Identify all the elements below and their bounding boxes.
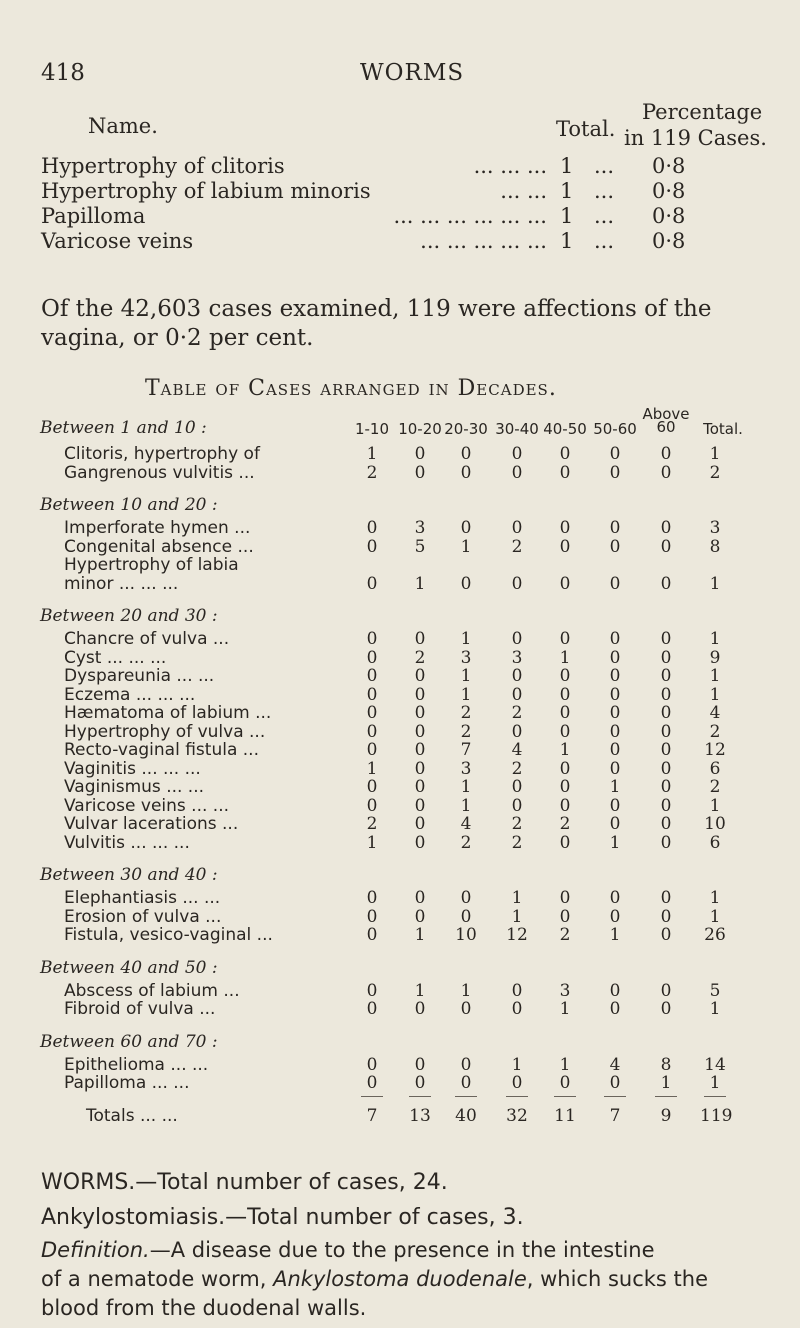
total-value: 7 bbox=[366, 1105, 378, 1126]
row-label: Hypertrophy of labia bbox=[64, 555, 239, 575]
row-label: Papilloma ... ... bbox=[64, 1073, 190, 1093]
running-title: WORMS bbox=[360, 60, 465, 86]
row-label: Dyspareunia ... ... bbox=[64, 666, 215, 686]
cell-value: 0 bbox=[511, 629, 523, 649]
cell-value: 0 bbox=[366, 647, 378, 668]
section-title: Between 60 and 70 : bbox=[40, 1031, 218, 1052]
row-label: Epithelioma ... ... bbox=[64, 1054, 209, 1075]
row-label: Elephantiasis ... ... bbox=[64, 888, 221, 908]
cell-value: 0 bbox=[660, 629, 672, 649]
cell-value: 0 bbox=[660, 980, 672, 1001]
worms-heading: WORMS.—Total number of cases, 24. bbox=[41, 1170, 448, 1195]
total-value: 40 bbox=[455, 1105, 477, 1126]
cell-value: 0 bbox=[366, 1054, 378, 1075]
cell-value: 0 bbox=[414, 1054, 426, 1075]
definition-text-2a: of a nematode worm, bbox=[41, 1267, 274, 1291]
total-rule bbox=[604, 1096, 626, 1097]
definition-term: Definition. bbox=[41, 1238, 150, 1262]
cell-value: 1 bbox=[709, 906, 721, 927]
row-label: Vaginitis ... ... ... bbox=[64, 758, 201, 779]
cell-value: 2 bbox=[366, 462, 378, 483]
total-value: 13 bbox=[409, 1105, 431, 1126]
cell-value: 0 bbox=[511, 666, 523, 686]
cell-value: 0 bbox=[366, 999, 378, 1019]
cell-value: 0 bbox=[660, 832, 672, 853]
total-value: 7 bbox=[609, 1105, 621, 1126]
cell-value: 1 bbox=[460, 666, 472, 686]
top-row-name: Varicose veins bbox=[41, 229, 194, 253]
cell-value: 0 bbox=[660, 740, 672, 760]
cell-value: 0 bbox=[414, 906, 426, 927]
cell-value: 0 bbox=[660, 536, 672, 557]
cell-value: 0 bbox=[366, 888, 378, 908]
cell-value: 0 bbox=[609, 758, 621, 779]
cell-value: 8 bbox=[709, 536, 721, 557]
cell-value: 0 bbox=[660, 666, 672, 686]
cell-value: 1 bbox=[414, 925, 426, 945]
cell-value: 0 bbox=[366, 740, 378, 760]
cell-value: 0 bbox=[559, 518, 571, 538]
cell-value: 5 bbox=[709, 980, 721, 1001]
table-row bbox=[0, 574, 800, 596]
cell-value: 0 bbox=[609, 518, 621, 538]
cell-value: 0 bbox=[414, 1073, 426, 1093]
cell-value: 1 bbox=[414, 573, 426, 594]
cell-value: 0 bbox=[460, 573, 472, 594]
cell-value: 1 bbox=[709, 444, 721, 464]
row-label: Fibroid of vulva ... bbox=[64, 999, 216, 1019]
cell-value: 0 bbox=[559, 888, 571, 908]
cell-value: 0 bbox=[511, 777, 523, 797]
cell-value: 1 bbox=[709, 1073, 721, 1093]
cell-value: 0 bbox=[609, 573, 621, 594]
row-label: Congenital absence ... bbox=[64, 536, 254, 557]
cell-value: 1 bbox=[709, 573, 721, 594]
cell-value: 1 bbox=[709, 629, 721, 649]
cell-value: 1 bbox=[709, 999, 721, 1019]
row-label: minor ... ... ... bbox=[64, 573, 179, 594]
row-label: Eczema ... ... ... bbox=[64, 684, 196, 705]
cell-value: 1 bbox=[366, 832, 378, 853]
col-pct-heading-1: Percentage bbox=[642, 100, 763, 124]
total-rule bbox=[361, 1096, 383, 1097]
cell-value: 2 bbox=[559, 925, 571, 945]
row-label: Fistula, vesico-vaginal ... bbox=[64, 925, 273, 945]
top-row-dots: ... bbox=[594, 204, 615, 228]
col-total: Total. bbox=[703, 420, 743, 438]
total-value: 32 bbox=[506, 1105, 528, 1126]
cell-value: 0 bbox=[511, 462, 523, 483]
cell-value: 0 bbox=[460, 444, 472, 464]
table-row bbox=[0, 999, 800, 1021]
cell-value: 1 bbox=[559, 647, 571, 668]
top-row-total: 1 bbox=[560, 154, 574, 178]
cell-value: 1 bbox=[709, 795, 721, 816]
cell-value: 2 bbox=[511, 832, 523, 853]
cell-value: 2 bbox=[460, 703, 472, 723]
cell-value: 0 bbox=[366, 1073, 378, 1093]
col-pct-heading-2: in 119 Cases. bbox=[624, 126, 767, 150]
cell-value: 0 bbox=[609, 740, 621, 760]
cell-value: 1 bbox=[511, 1054, 523, 1075]
section-title: Between 30 and 40 : bbox=[40, 865, 218, 885]
cell-value: 1 bbox=[660, 1073, 672, 1093]
cell-value: 0 bbox=[660, 647, 672, 668]
cell-value: 4 bbox=[511, 740, 523, 760]
col-10-20: 10-20 bbox=[398, 420, 442, 438]
cell-value: 2 bbox=[709, 777, 721, 797]
cell-value: 0 bbox=[460, 888, 472, 908]
cell-value: 0 bbox=[511, 999, 523, 1019]
cell-value: 0 bbox=[559, 629, 571, 649]
col-40-50: 40-50 bbox=[543, 420, 587, 438]
cell-value: 0 bbox=[511, 684, 523, 705]
row-label: Vulvar lacerations ... bbox=[64, 814, 239, 834]
col-above-line-1: Above bbox=[642, 405, 690, 423]
cell-value: 1 bbox=[511, 888, 523, 908]
cell-value: 0 bbox=[366, 925, 378, 945]
total-value: 9 bbox=[660, 1105, 672, 1126]
cell-value: 4 bbox=[460, 814, 472, 834]
cell-value: 0 bbox=[660, 777, 672, 797]
top-row-dots: ... ... ... bbox=[473, 154, 547, 178]
cell-value: 1 bbox=[460, 980, 472, 1001]
cell-value: 0 bbox=[660, 573, 672, 594]
cell-value: 0 bbox=[414, 666, 426, 686]
total-rule bbox=[554, 1096, 576, 1097]
summary-line-1: Of the 42,603 cases examined, 119 were affections of the bbox=[41, 296, 712, 322]
cell-value: 0 bbox=[366, 684, 378, 705]
cell-value: 0 bbox=[609, 703, 621, 723]
cell-value: 0 bbox=[414, 703, 426, 723]
cell-value: 0 bbox=[660, 703, 672, 723]
cell-value: 1 bbox=[460, 536, 472, 557]
cell-value: 0 bbox=[559, 684, 571, 705]
cell-value: 2 bbox=[511, 758, 523, 779]
cell-value: 0 bbox=[366, 795, 378, 816]
cell-value: 2 bbox=[709, 462, 721, 483]
top-row-dots: ... bbox=[594, 154, 615, 178]
cell-value: 0 bbox=[366, 629, 378, 649]
cell-value: 0 bbox=[414, 444, 426, 464]
cell-value: 0 bbox=[460, 1054, 472, 1075]
col-1-10: 1-10 bbox=[354, 420, 390, 438]
cell-value: 0 bbox=[511, 518, 523, 538]
cell-value: 0 bbox=[609, 980, 621, 1001]
cell-value: 0 bbox=[366, 573, 378, 594]
cell-value: 0 bbox=[660, 999, 672, 1019]
row-label: Erosion of vulva ... bbox=[64, 906, 222, 927]
cell-value: 2 bbox=[460, 721, 472, 742]
ankylostomiasis-line: Ankylostomiasis.—Total number of cases, 3. bbox=[41, 1205, 524, 1230]
cell-value: 2 bbox=[460, 832, 472, 853]
cell-value: 1 bbox=[709, 888, 721, 908]
cell-value: 2 bbox=[709, 721, 721, 742]
cell-value: 0 bbox=[414, 814, 426, 834]
total-rule bbox=[704, 1096, 726, 1097]
top-row-dots: ... ... ... ... ... bbox=[420, 229, 547, 253]
cell-value: 0 bbox=[609, 444, 621, 464]
table-title: Table of Cases arranged in Decades. bbox=[145, 376, 557, 401]
cell-value: 0 bbox=[414, 795, 426, 816]
cell-value: 8 bbox=[660, 1054, 672, 1075]
cell-value: 0 bbox=[660, 814, 672, 834]
definition-line-3: blood from the duodenal walls. bbox=[41, 1296, 367, 1320]
total-rule bbox=[506, 1096, 528, 1097]
cell-value: 1 bbox=[709, 666, 721, 686]
definition-line-1 bbox=[41, 1238, 655, 1262]
cell-value: 0 bbox=[660, 684, 672, 705]
cell-value: 1 bbox=[460, 795, 472, 816]
cell-value: 0 bbox=[660, 906, 672, 927]
cell-value: 0 bbox=[460, 1073, 472, 1093]
table-row bbox=[0, 833, 800, 855]
col-above-60 bbox=[641, 405, 691, 436]
total-rule bbox=[409, 1096, 431, 1097]
total-value: 119 bbox=[700, 1105, 733, 1126]
cell-value: 0 bbox=[609, 684, 621, 705]
table-row bbox=[0, 925, 800, 947]
col-total-heading: Total. bbox=[556, 117, 616, 141]
top-row-percentage: 0·8 bbox=[652, 229, 686, 253]
cell-value: 10 bbox=[704, 814, 726, 834]
cell-value: 26 bbox=[704, 925, 726, 945]
cell-value: 0 bbox=[511, 721, 523, 742]
cell-value: 0 bbox=[511, 444, 523, 464]
cell-value: 0 bbox=[609, 721, 621, 742]
cell-value: 1 bbox=[609, 925, 621, 945]
row-label: Clitoris, hypertrophy of bbox=[64, 444, 260, 464]
row-label: Vaginismus ... ... bbox=[64, 777, 205, 797]
top-row-dots: ... ... bbox=[500, 179, 547, 203]
cell-value: 1 bbox=[460, 684, 472, 705]
cell-value: 3 bbox=[460, 647, 472, 668]
table-row bbox=[0, 1073, 800, 1095]
cell-value: 7 bbox=[460, 740, 472, 760]
cell-value: 0 bbox=[559, 721, 571, 742]
cell-value: 0 bbox=[460, 518, 472, 538]
total-value: 11 bbox=[554, 1105, 576, 1126]
cell-value: 0 bbox=[660, 925, 672, 945]
cell-value: 0 bbox=[559, 777, 571, 797]
cell-value: 2 bbox=[559, 814, 571, 834]
cell-value: 0 bbox=[660, 518, 672, 538]
cell-value: 0 bbox=[660, 758, 672, 779]
cell-value: 0 bbox=[460, 999, 472, 1019]
cell-value: 0 bbox=[414, 462, 426, 483]
top-row-total: 1 bbox=[560, 204, 574, 228]
definition-text-2b: , which sucks the bbox=[526, 1267, 709, 1291]
cell-value: 0 bbox=[414, 888, 426, 908]
cell-value: 0 bbox=[609, 906, 621, 927]
cell-value: 0 bbox=[660, 462, 672, 483]
row-label: Hypertrophy of vulva ... bbox=[64, 721, 266, 742]
row-label: Abscess of labium ... bbox=[64, 980, 240, 1001]
cell-value: 0 bbox=[559, 444, 571, 464]
cell-value: 0 bbox=[414, 721, 426, 742]
table-row bbox=[0, 463, 800, 485]
cell-value: 0 bbox=[366, 777, 378, 797]
cell-value: 0 bbox=[559, 758, 571, 779]
cell-value: 0 bbox=[414, 629, 426, 649]
cell-value: 0 bbox=[559, 1073, 571, 1093]
cell-value: 0 bbox=[609, 795, 621, 816]
cell-value: 10 bbox=[455, 925, 477, 945]
definition-text-1: —A disease due to the presence in the intestine bbox=[149, 1238, 655, 1262]
species-name: Ankylostoma duodenale bbox=[273, 1267, 527, 1291]
cell-value: 0 bbox=[414, 999, 426, 1019]
cell-value: 1 bbox=[366, 758, 378, 779]
cell-value: 0 bbox=[609, 666, 621, 686]
top-row-total: 1 bbox=[560, 179, 574, 203]
top-row-percentage: 0·8 bbox=[652, 154, 686, 178]
cell-value: 0 bbox=[559, 795, 571, 816]
cell-value: 0 bbox=[559, 536, 571, 557]
cell-value: 0 bbox=[559, 832, 571, 853]
col-30-40: 30-40 bbox=[495, 420, 539, 438]
cell-value: 0 bbox=[609, 1073, 621, 1093]
cell-value: 0 bbox=[414, 832, 426, 853]
cell-value: 0 bbox=[511, 795, 523, 816]
cell-value: 0 bbox=[414, 684, 426, 705]
row-label: Recto-vaginal fistula ... bbox=[64, 740, 259, 760]
row-label: Cyst ... ... ... bbox=[64, 647, 167, 668]
top-row-name: Hypertrophy of labium minoris bbox=[41, 179, 371, 203]
total-rule bbox=[455, 1096, 477, 1097]
cell-value: 1 bbox=[709, 684, 721, 705]
cell-value: 6 bbox=[709, 758, 721, 779]
cell-value: 0 bbox=[660, 888, 672, 908]
cell-value: 12 bbox=[704, 740, 726, 760]
top-row-dots: ... ... ... ... ... ... bbox=[393, 204, 547, 228]
cell-value: 0 bbox=[559, 703, 571, 723]
cell-value: 1 bbox=[609, 832, 621, 853]
cell-value: 0 bbox=[414, 777, 426, 797]
totals-label: Totals ... ... bbox=[86, 1105, 178, 1126]
cell-value: 0 bbox=[366, 536, 378, 557]
section-title: Between 10 and 20 : bbox=[40, 495, 218, 515]
cell-value: 0 bbox=[559, 462, 571, 483]
cell-value: 0 bbox=[609, 536, 621, 557]
cell-value: 0 bbox=[609, 814, 621, 834]
row-label: Varicose veins ... ... bbox=[64, 795, 230, 816]
col-50-60: 50-60 bbox=[593, 420, 637, 438]
row-label: Gangrenous vulvitis ... bbox=[64, 462, 255, 483]
cell-value: 0 bbox=[511, 573, 523, 594]
cell-value: 0 bbox=[660, 721, 672, 742]
cell-value: 6 bbox=[709, 832, 721, 853]
cell-value: 2 bbox=[366, 814, 378, 834]
row-label: Hæmatoma of labium ... bbox=[64, 703, 272, 723]
cell-value: 0 bbox=[366, 721, 378, 742]
cell-value: 3 bbox=[559, 980, 571, 1001]
cell-value: 0 bbox=[366, 980, 378, 1001]
row-label: Imperforate hymen ... bbox=[64, 518, 251, 538]
cell-value: 0 bbox=[609, 629, 621, 649]
cell-value: 0 bbox=[414, 740, 426, 760]
cell-value: 0 bbox=[366, 906, 378, 927]
cell-value: 14 bbox=[704, 1054, 726, 1075]
cell-value: 0 bbox=[511, 980, 523, 1001]
cell-value: 1 bbox=[511, 906, 523, 927]
cell-value: 9 bbox=[709, 647, 721, 668]
cell-value: 0 bbox=[660, 444, 672, 464]
top-row-percentage: 0·8 bbox=[652, 204, 686, 228]
cell-value: 0 bbox=[609, 462, 621, 483]
top-row-dots: ... bbox=[594, 179, 615, 203]
cell-value: 1 bbox=[559, 740, 571, 760]
col-name-heading: Name. bbox=[88, 114, 158, 138]
section-title: Between 40 and 50 : bbox=[40, 957, 218, 978]
cell-value: 1 bbox=[460, 629, 472, 649]
col-above-line-2: 60 bbox=[656, 418, 676, 436]
cell-value: 2 bbox=[511, 536, 523, 557]
top-row-name: Papilloma bbox=[41, 204, 146, 228]
cell-value: 4 bbox=[609, 1054, 621, 1075]
section-title: Between 20 and 30 : bbox=[40, 606, 218, 626]
top-row-percentage: 0·8 bbox=[652, 179, 686, 203]
cell-value: 5 bbox=[414, 536, 426, 557]
cell-value: 3 bbox=[511, 647, 523, 668]
cell-value: 2 bbox=[511, 814, 523, 834]
top-row-name: Hypertrophy of clitoris bbox=[41, 154, 285, 178]
cell-value: 4 bbox=[709, 703, 721, 723]
cell-value: 0 bbox=[609, 999, 621, 1019]
cell-value: 1 bbox=[559, 1054, 571, 1075]
cell-value: 2 bbox=[414, 647, 426, 668]
cell-value: 3 bbox=[709, 518, 721, 538]
total-rule bbox=[655, 1096, 677, 1097]
cell-value: 3 bbox=[414, 518, 426, 538]
cell-value: 0 bbox=[414, 758, 426, 779]
cell-value: 1 bbox=[366, 444, 378, 464]
section-title: Between 1 and 10 : bbox=[40, 418, 207, 438]
definition-line-2 bbox=[41, 1267, 708, 1291]
cell-value: 0 bbox=[366, 518, 378, 538]
cell-value: 0 bbox=[559, 906, 571, 927]
cell-value: 0 bbox=[559, 573, 571, 594]
cell-value: 0 bbox=[660, 795, 672, 816]
cell-value: 0 bbox=[609, 647, 621, 668]
page-number: 418 bbox=[41, 60, 85, 86]
row-label: Vulvitis ... ... ... bbox=[64, 832, 190, 853]
cell-value: 1 bbox=[609, 777, 621, 797]
cell-value: 1 bbox=[414, 980, 426, 1001]
cell-value: 1 bbox=[559, 999, 571, 1019]
cell-value: 0 bbox=[609, 888, 621, 908]
cell-value: 0 bbox=[460, 462, 472, 483]
cell-value: 3 bbox=[460, 758, 472, 779]
cell-value: 1 bbox=[460, 777, 472, 797]
cell-value: 0 bbox=[559, 666, 571, 686]
cell-value: 0 bbox=[366, 703, 378, 723]
cell-value: 0 bbox=[511, 1073, 523, 1093]
top-row-dots: ... bbox=[594, 229, 615, 253]
col-20-30: 20-30 bbox=[444, 420, 488, 438]
cell-value: 12 bbox=[506, 925, 528, 945]
top-row-total: 1 bbox=[560, 229, 574, 253]
cell-value: 0 bbox=[366, 666, 378, 686]
cell-value: 2 bbox=[511, 703, 523, 723]
summary-line-2: vagina, or 0·2 per cent. bbox=[41, 325, 314, 351]
row-label: Chancre of vulva ... bbox=[64, 629, 230, 649]
cell-value: 0 bbox=[460, 906, 472, 927]
totals-row bbox=[0, 1106, 800, 1128]
